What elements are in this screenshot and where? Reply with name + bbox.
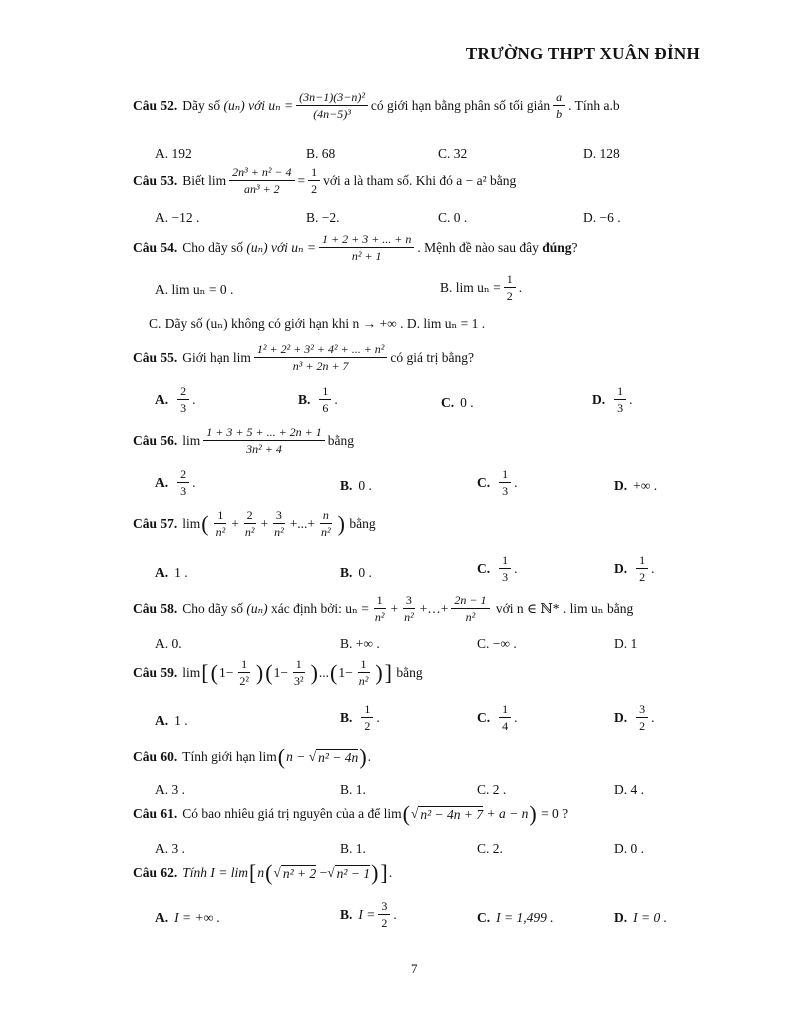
question-53 <box>133 165 516 197</box>
fraction <box>361 702 373 734</box>
option-label: A. <box>155 474 169 490</box>
question-label: Câu 53. <box>133 172 178 188</box>
fraction <box>504 272 516 304</box>
question-text: lim <box>182 515 201 531</box>
denominator: n² <box>358 674 369 689</box>
fraction <box>177 384 189 416</box>
option-label: B. <box>340 709 353 725</box>
fraction <box>499 553 511 585</box>
question-label: Câu 52. <box>133 97 178 113</box>
question-58: Câu 58. Cho dãy số (uₙ) xác định bởi: uₙ = $\frac{1}{\text{n²}}$ + $\frac{3}{\text{n²}}$ +…+ $\frac{2n - 1}{\text{n²}}$ với n ∈ ℕ* . lim uₙ bằng <box>133 593 634 625</box>
numerator: 1 <box>308 165 320 181</box>
question-54 <box>133 232 578 264</box>
paren-right: ) <box>255 659 264 685</box>
option-label: D. <box>614 709 628 725</box>
fraction <box>319 232 414 264</box>
option-label: C. <box>441 395 455 410</box>
option-d[interactable]: D. 128 <box>583 146 620 161</box>
numerator: 1 <box>499 702 511 718</box>
question-label: Câu 60. <box>133 749 178 764</box>
option-c[interactable]: C. $\frac{1}{4}$ . <box>477 702 518 734</box>
question-59: Câu 59. lim [ ( 1− $\frac{1}{\text{2²}}$ ) ( 1− $\frac{1}{\text{3²}}$ ) ... ( 1− $\frac{1}{\text{n²}}$ ) ] bằng <box>133 657 423 689</box>
option-label: A. <box>155 565 169 580</box>
numerator: 1 <box>499 467 511 483</box>
paren-left: ( <box>402 801 410 826</box>
question-text: Cho dãy số <box>182 600 244 616</box>
denominator: 6 <box>322 401 329 416</box>
option-text: . <box>518 279 523 295</box>
numerator: 2 <box>244 508 256 524</box>
question-text: Biết lim <box>182 172 227 188</box>
option-b[interactable] <box>340 478 372 494</box>
option-b[interactable] <box>440 272 522 304</box>
option-c[interactable]: C. $\frac{1}{3}$ . <box>477 553 518 585</box>
denominator: n² <box>321 525 331 540</box>
numerator: 1 <box>319 384 331 400</box>
numerator: 1 <box>499 553 511 569</box>
numerator: 1 + 2 + 3 + ... + n <box>319 232 414 248</box>
page-number: 7 <box>411 961 418 976</box>
option-d[interactable]: D. $\frac{1}{2}$ . <box>614 553 655 585</box>
fraction <box>271 508 287 540</box>
option-d[interactable]: D. −6 . <box>583 210 621 225</box>
option-b[interactable]: B. 1. <box>340 782 366 797</box>
bracket-left: [ <box>201 659 209 685</box>
option-text: 1 . <box>174 565 188 580</box>
question-text: Dãy số <box>182 97 221 113</box>
option-a[interactable] <box>155 713 188 729</box>
sequence-symbol: (uₙ) <box>246 239 268 255</box>
option-text: +∞ . <box>633 478 658 493</box>
radicand: n² − 4n <box>318 749 359 765</box>
question-text: lim <box>182 664 201 680</box>
denominator: n² <box>374 610 385 625</box>
numerator: 1 <box>361 702 373 718</box>
numerator: 1 <box>614 384 626 400</box>
numerator: 1 <box>374 593 386 609</box>
fraction <box>372 593 388 625</box>
fraction <box>553 90 565 122</box>
question-text: = 0 ? <box>541 806 569 821</box>
question-60: Câu 60. Tính giới hạn lim ( n − √ n² − 4n ) . <box>133 744 372 769</box>
paren-left: ( <box>201 510 209 536</box>
denominator: 2 <box>506 289 513 304</box>
question-label: Câu 58. <box>133 600 178 616</box>
option-a[interactable]: A. $\frac{2}{3}$ . <box>155 384 196 416</box>
option-text: I = 0 . <box>633 910 667 925</box>
fraction <box>636 702 648 734</box>
option-a[interactable]: A. lim uₙ = 0 . <box>155 282 234 297</box>
question-56 <box>133 425 354 457</box>
denominator: 3 <box>617 401 624 416</box>
option-b[interactable]: B. 68 <box>306 146 336 161</box>
option-text: I = <box>358 906 376 922</box>
paren-left: ( <box>277 744 286 769</box>
fraction <box>296 90 368 122</box>
option-c[interactable] <box>441 395 474 411</box>
question-text: . Tính a.b <box>568 97 620 113</box>
option-d[interactable]: D. 1 <box>614 636 638 651</box>
question-text: lim <box>182 432 201 448</box>
school-header: TRƯỜNG THPT XUÂN ĐỈNH <box>465 44 700 63</box>
option-c-d[interactable]: C. Dãy số (uₙ) không có giới hạn khi n → +∞ . D. lim uₙ = 1 . <box>149 316 486 331</box>
denominator: n³ + 2n + 7 <box>292 359 349 374</box>
numerator: n <box>320 508 332 524</box>
option-b[interactable]: B. I = $\frac{3}{2}$ . <box>340 899 397 931</box>
option-text: 0 . <box>358 478 372 493</box>
option-d[interactable] <box>614 910 667 926</box>
option-a[interactable]: A. −12 . <box>155 210 200 225</box>
numerator: 2n³ + n² − 4 <box>229 165 294 181</box>
fraction <box>378 899 390 931</box>
denominator: b <box>556 107 563 122</box>
numerator: 2 <box>177 384 189 400</box>
denominator: 2 <box>364 719 371 734</box>
option-label: B. <box>340 906 353 922</box>
option-label: C. <box>477 709 491 725</box>
numerator: 1 <box>293 657 305 673</box>
numerator: (3n−1)(3−n)² <box>296 90 368 106</box>
numerator: 1 <box>504 272 516 288</box>
fraction <box>636 553 648 585</box>
emphasis-text: đúng <box>542 239 572 255</box>
fraction <box>229 165 294 197</box>
question-62: Câu 62. Tính I = lim [ n ( √ n² + 2 −√ n² − 1 ) ] . <box>133 860 393 885</box>
equals-sign: = <box>297 172 306 188</box>
option-b[interactable]: B. −2. <box>306 210 340 225</box>
option-label: B. <box>340 565 353 580</box>
denominator: 3 <box>180 484 187 499</box>
question-text: với uₙ = <box>248 97 294 113</box>
question-text: Có bao nhiêu giá trị nguyên của a để lim <box>182 806 402 821</box>
option-label: A. <box>155 391 169 407</box>
option-label: D. <box>614 560 628 576</box>
option-label: D. <box>614 478 628 493</box>
question-text: với n ∈ ℕ* . lim uₙ bằng <box>495 600 634 616</box>
option-a[interactable] <box>155 565 188 581</box>
question-text: . Mệnh đề nào sau đây <box>417 239 539 255</box>
question-61: Câu 61. Có bao nhiêu giá trị nguyên của a để lim ( √ n² − 4n + 7 + a − n ) = 0 ? <box>133 801 569 826</box>
option-a[interactable]: A. 3 . <box>155 841 185 856</box>
option-d[interactable] <box>614 478 657 494</box>
option-c[interactable]: C. 32 <box>438 146 468 161</box>
question-label: Câu 55. <box>133 349 178 365</box>
fraction <box>319 384 331 416</box>
question-text: với a là tham số. Khi đó a − a² bằng <box>323 172 517 188</box>
denominator: n² <box>465 610 476 625</box>
question-text: có giá trị bằng? <box>390 349 474 365</box>
numerator: 1 <box>238 657 250 673</box>
denominator: 3 <box>502 484 509 499</box>
option-label: A. <box>155 713 169 728</box>
option-a[interactable]: A. $\frac{2}{3}$ . <box>155 467 196 499</box>
denominator: 2 <box>381 916 388 931</box>
denominator: 3n² + 4 <box>246 442 282 457</box>
numerator: 1 <box>214 508 226 524</box>
option-d[interactable]: D. 4 . <box>614 782 644 797</box>
fraction <box>203 425 325 457</box>
fraction <box>242 508 258 540</box>
paren-right: ) <box>529 801 537 826</box>
option-text: 0 . <box>460 395 474 410</box>
fraction <box>308 165 320 197</box>
numerator: 2 <box>177 467 189 483</box>
question-text: bằng <box>327 432 355 448</box>
denominator: n² <box>244 525 255 540</box>
option-b[interactable]: B. $\frac{1}{2}$ . <box>340 702 380 734</box>
fraction <box>499 467 511 499</box>
fraction <box>254 342 387 374</box>
option-label: D. <box>614 910 628 925</box>
fraction <box>318 508 334 540</box>
numerator: 1 <box>358 657 370 673</box>
question-label: Câu 62. <box>133 865 178 880</box>
option-c[interactable]: C. 2. <box>477 841 503 856</box>
fraction <box>451 593 489 625</box>
option-label: A. <box>155 910 169 925</box>
option-c[interactable]: C. 2 . <box>477 782 507 797</box>
bracket-right: ] <box>380 860 388 885</box>
denominator: 3 <box>180 401 187 416</box>
question-label: Câu 59. <box>133 664 178 680</box>
denominator: 2 <box>639 570 646 585</box>
option-label: B. <box>340 478 353 493</box>
denominator: 2 <box>311 182 318 197</box>
denominator: n² <box>404 610 414 625</box>
denominator: an³ + 2 <box>243 182 280 197</box>
sequence-symbol: (uₙ) <box>223 97 245 113</box>
question-text: Tính I = lim <box>182 865 249 880</box>
question-text: Cho dãy số <box>182 239 244 255</box>
question-text: bằng <box>396 664 423 680</box>
radicand: n² − 4n + 7 <box>420 806 484 822</box>
option-label: C. <box>477 910 491 925</box>
paren-right: ) <box>375 659 383 685</box>
fraction <box>356 657 372 689</box>
fraction <box>401 593 417 625</box>
fraction <box>213 508 229 540</box>
option-c[interactable]: C. $\frac{1}{3}$ . <box>477 467 518 499</box>
option-b[interactable]: B. $\frac{1}{6}$ . <box>298 384 338 416</box>
option-c[interactable]: C. 0 . <box>438 210 468 225</box>
question-text: Tính giới hạn lim <box>182 749 277 764</box>
paren-left: ( <box>330 659 338 685</box>
paren-right: ) <box>310 659 318 685</box>
option-label: B. <box>298 391 311 407</box>
paren-left: ( <box>265 659 273 685</box>
question-text: với uₙ = <box>270 239 317 255</box>
paren-right: ) <box>371 860 379 885</box>
option-c[interactable] <box>477 910 554 926</box>
question-52 <box>133 90 620 122</box>
option-label: C. <box>477 474 491 490</box>
option-a[interactable] <box>155 910 220 926</box>
denominator: n² + 1 <box>351 249 382 264</box>
question-text: Giới hạn lim <box>182 349 251 365</box>
numerator: a <box>553 90 565 106</box>
option-text: 1 . <box>174 713 188 728</box>
option-text: I = +∞ . <box>174 910 220 925</box>
denominator: 2² <box>239 674 249 689</box>
option-a[interactable]: A. 3 . <box>155 782 185 797</box>
option-d[interactable]: D. $\frac{1}{3}$ . <box>592 384 633 416</box>
question-label: Câu 61. <box>133 806 178 821</box>
option-c[interactable]: C. −∞ . <box>477 636 517 651</box>
option-a[interactable]: A. 192 <box>155 146 192 161</box>
option-text: B. lim uₙ = <box>440 279 501 295</box>
fraction <box>236 657 252 689</box>
fraction <box>614 384 626 416</box>
option-b[interactable]: B. +∞ . <box>340 636 380 651</box>
bracket-left: [ <box>249 860 257 885</box>
sequence-symbol: (uₙ) <box>246 600 268 616</box>
paren-right: ) <box>359 744 367 769</box>
radicand: n² + 2 <box>282 865 317 881</box>
option-b[interactable]: B. 1. <box>340 841 366 856</box>
numerator: 3 <box>378 899 390 915</box>
question-label: Câu 56. <box>133 432 178 448</box>
denominator: n² <box>274 525 284 540</box>
option-label: C. <box>477 560 491 576</box>
numerator: 3 <box>273 508 285 524</box>
paren-right: ) <box>337 510 345 536</box>
numerator: 3 <box>636 702 648 718</box>
bracket-right: ] <box>384 659 392 685</box>
fraction <box>499 702 511 734</box>
option-text: 0 . <box>358 565 372 580</box>
question-55 <box>133 342 474 374</box>
numerator: 2n − 1 <box>451 593 489 609</box>
question-text: ? <box>571 239 578 255</box>
option-label: D. <box>592 391 606 407</box>
denominator: n² <box>215 525 226 540</box>
question-text: bằng <box>349 515 376 531</box>
option-a[interactable]: A. 0. <box>155 636 182 651</box>
denominator: (4n−5)³ <box>313 107 351 122</box>
question-text: xác định bởi: uₙ = <box>270 600 369 616</box>
option-b[interactable] <box>340 565 372 581</box>
numerator: 1 + 3 + 5 + ... + 2n + 1 <box>203 425 325 441</box>
option-d[interactable]: D. $\frac{3}{2}$ . <box>614 702 655 734</box>
fraction <box>177 467 189 499</box>
question-label: Câu 54. <box>133 239 178 255</box>
denominator: 3 <box>502 570 509 585</box>
numerator: 1 <box>636 553 648 569</box>
denominator: 2 <box>639 719 646 734</box>
denominator: 3² <box>293 674 304 689</box>
radicand: n² − 1 <box>336 865 371 881</box>
expression: n − √ <box>286 749 317 764</box>
question-label: Câu 57. <box>133 515 178 531</box>
expression: + a − n <box>486 806 529 821</box>
denominator: 4 <box>502 719 509 734</box>
paren-left: ( <box>265 860 273 885</box>
numerator: 1² + 2² + 3² + 4² + ... + n² <box>254 342 387 358</box>
option-text: I = 1,499 . <box>496 910 554 925</box>
question-57: Câu 57. lim ( $\frac{1}{\text{n²}}$ + $\frac{2}{\text{n²}}$ + $\frac{3}{\text{n²}}$ +...+ $\frac{n}{\text{n²}}$ ) bằng <box>133 508 376 540</box>
option-d[interactable]: D. 0 . <box>614 841 644 856</box>
question-text: có giới hạn bằng phân số tối giản <box>370 97 551 113</box>
paren-left: ( <box>210 659 218 685</box>
fraction <box>291 657 307 689</box>
numerator: 3 <box>403 593 415 609</box>
